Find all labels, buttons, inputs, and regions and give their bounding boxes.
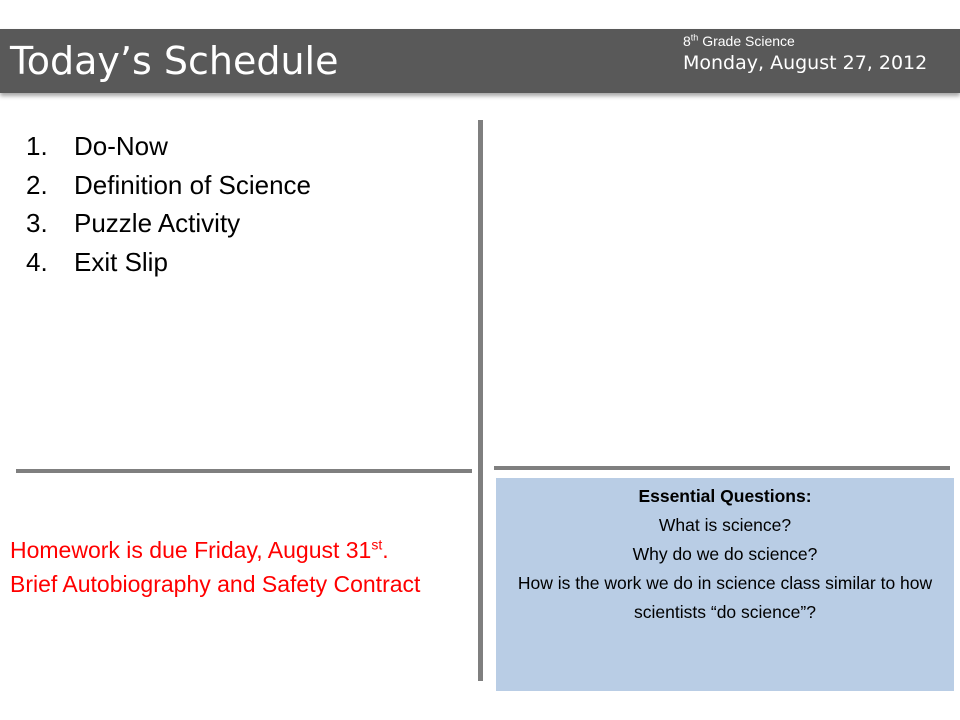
subject-label [683,32,795,50]
homework-note [10,533,480,601]
page-title: Today’s Schedule [10,39,339,83]
schedule-item-number: 2. [26,169,48,200]
grade-suffix: th [690,32,699,43]
schedule-item-label: Do-Now [74,131,168,161]
essential-questions-title: Essential Questions: [638,486,812,506]
homework-assignment: Brief Autobiography and Safety Contract [10,571,421,597]
schedule-item [26,127,311,166]
schedule-item-number: 1. [26,131,48,161]
schedule-item-number: 4. [26,246,48,277]
schedule-item [26,243,311,282]
homework-period: . [382,537,389,563]
essential-questions-box [496,478,954,691]
left-horizontal-divider [16,469,472,473]
schedule-item-number: 3. [26,208,48,238]
date-label: Monday, August 27, 2012 [683,52,928,74]
homework-due-text: Homework is due Friday, August 31 [10,537,372,563]
essential-question: Why do we do science? [632,544,818,564]
grade-number: 8 [683,33,691,49]
schedule-item [26,204,311,243]
essential-question: What is science? [658,515,792,535]
schedule-list [26,127,311,281]
schedule-item-label: Exit Slip [74,246,168,277]
subject-text: Grade Science [698,33,795,49]
right-horizontal-divider [494,466,950,470]
schedule-item [26,166,311,205]
schedule-item-label: Puzzle Activity [74,208,241,238]
schedule-item-label: Definition of Science [74,169,312,200]
essential-question: How is the work we do in science class similar to how scientists “do science”? [517,573,933,622]
homework-date-suffix: st [371,536,383,553]
